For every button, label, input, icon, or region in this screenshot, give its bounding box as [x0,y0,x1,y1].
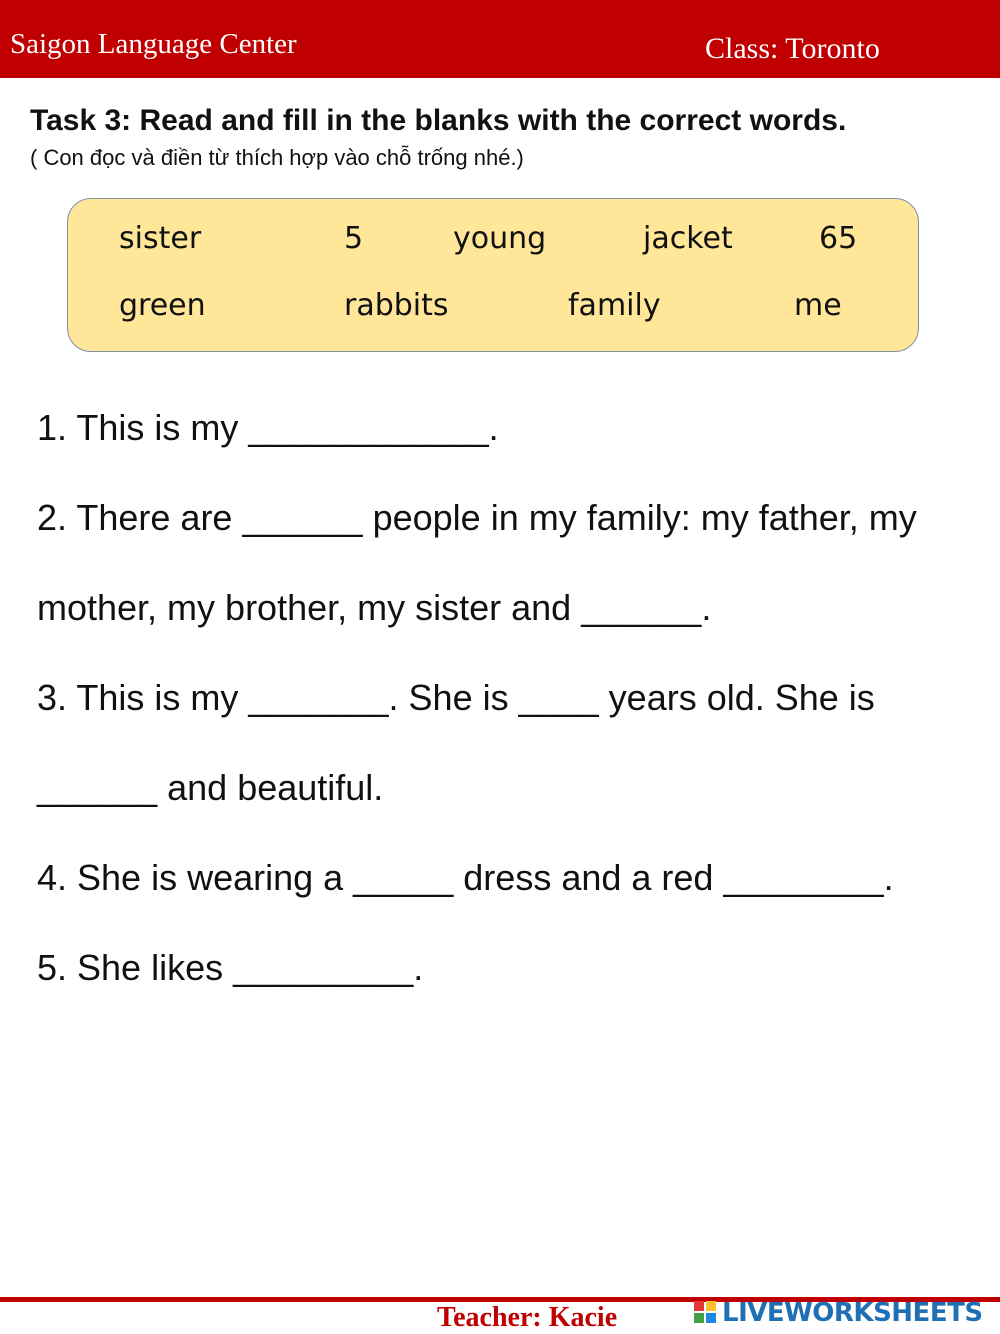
question-line: 1. This is my ____________. [37,407,499,448]
word-bank-item: green [119,288,206,323]
word-bank-item: rabbits [344,288,449,323]
center-name: Saigon Language Center [10,28,297,60]
liveworksheets-logo[interactable] [694,1298,983,1328]
word-bank-item: 65 [819,221,858,256]
liveworksheets-logo-icon [694,1301,718,1325]
header-bar [0,0,1000,78]
question-line: mother, my brother, my sister and ______. [37,587,712,628]
word-bank-item: me [794,288,842,323]
word-bank-item: family [568,288,661,323]
task-title: Task 3: Read and fill in the blanks with the correct words. [30,104,847,137]
word-bank [67,198,919,352]
question-line: 5. She likes _________. [37,947,424,988]
word-bank-item: jacket [643,221,733,256]
class-label: Class: Toronto [705,32,880,65]
word-bank-item: young [453,221,547,256]
question-line: 2. There are ______ people in my family: my father, my [37,497,917,538]
question-line: 4. She is wearing a _____ dress and a red ________. [37,857,894,898]
word-bank-item: sister [119,221,202,256]
question-line: ______ and beautiful. [37,767,384,808]
teacher-label: Teacher: Kacie [437,1302,618,1333]
question-line: 3. This is my _______. She is ____ years old. She is [37,677,875,718]
word-bank-item: 5 [344,221,364,256]
logo-text: LIVEWORKSHEETS [722,1298,983,1328]
task-subtitle: ( Con đọc và điền từ thích hợp vào chỗ trống nhé.) [30,145,524,170]
